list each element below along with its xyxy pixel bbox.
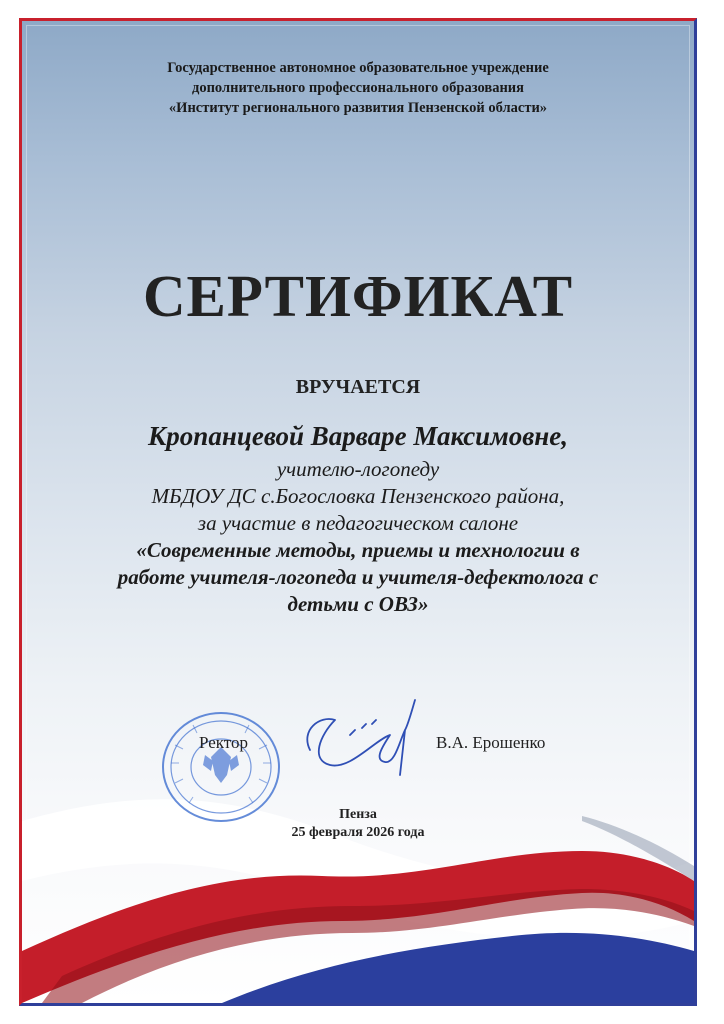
organization-line-3: «Институт регионального развития Пензенской области» [168,100,548,116]
awarded-label: ВРУЧАЕТСЯ [295,376,421,398]
city-label: Пенза [339,807,377,822]
recipient-name: Кропанцевой Варваре Максимовне, [148,421,568,451]
certificate-title: СЕРТИФИКАТ [142,263,574,329]
issue-date: 25 февраля 2026 года [291,825,425,840]
ribbon-blue-band [222,933,694,1003]
event-title-line-3: детьми с ОВЗ» [287,592,429,616]
signature-role-label: Ректор [199,733,249,752]
recipient-institution: МБДОУ ДС с.Богословка Пензенского района, [151,484,565,508]
organization-line-1: Государственное автономное образовательное учреждение [167,60,549,76]
organization-line-2: дополнительного профессионального образования [191,80,524,96]
organization-header [19,58,697,118]
handwritten-signature [280,680,430,790]
recipient-block [19,420,697,618]
event-title-line-2: работе учителя-логопеда и учителя-дефектолога с [117,565,599,589]
place-date-block [19,806,697,842]
award-reason: за участие в педагогическом салоне [197,511,519,535]
event-title-line-1: «Современные методы, приемы и технологии в [136,538,580,562]
signer-name: В.А. Ерошенко [436,733,546,752]
recipient-position: учителю-логопеду [276,457,440,481]
